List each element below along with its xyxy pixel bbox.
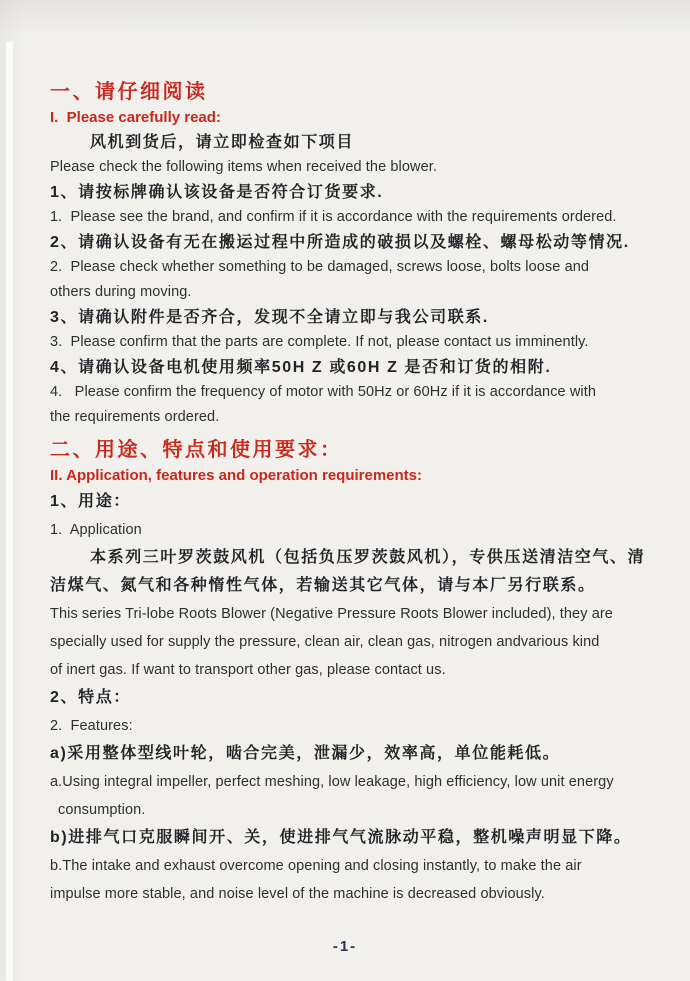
doc-line-en: 4. Please confirm the frequency of motor with 50Hz or 60Hz if it is accordance with — [50, 384, 597, 400]
doc-line-en: This series Tri-lobe Roots Blower (Negative Pressure Roots Blower included), they are — [50, 606, 613, 622]
doc-line-zh: 2、特点： — [50, 689, 131, 706]
doc-line-en: Please check the following items when received the blower. — [50, 159, 438, 175]
section2-heading-zh: 二、用途、特点和使用要求： — [50, 439, 343, 461]
section1-heading-zh: 一、请仔细阅读 — [50, 81, 208, 103]
doc-line-en: consumption. — [58, 802, 146, 818]
doc-line-zh: b)进排气口克服瞬间开、关，使进排气气流脉动平稳，整机噪声明显下降。 — [50, 829, 632, 846]
doc-line-zh: a)采用整体型线叶轮，啮合完美，泄漏少，效率高，单位能耗低。 — [50, 745, 561, 762]
doc-line-zh: 3、请确认附件是否齐合，发现不全请立即与我公司联系. — [50, 309, 489, 326]
doc-line-en: 1. Please see the brand, and confirm if it is accordance with the requirements ordered. — [50, 209, 617, 225]
doc-line-en: impulse more stable, and noise level of the machine is decreased obviously. — [50, 886, 545, 902]
doc-line-zh: 4、请确认设备电机使用频率50H Z 或60H Z 是否和订货的相附. — [50, 359, 552, 376]
doc-line-en: of inert gas. If want to transport other gas, please contact us. — [50, 662, 446, 678]
doc-line-zh: 1、请按标牌确认该设备是否符合订货要求. — [50, 184, 384, 201]
section2-heading-en: II. Application, features and operation requirements: — [50, 467, 423, 484]
doc-line-zh: 风机到货后，请立即检查如下项目 — [90, 134, 355, 151]
doc-line-en: others during moving. — [50, 284, 192, 300]
doc-line-en: 1. Application — [50, 522, 142, 538]
page-number: -1- — [332, 938, 358, 955]
section-2 — [50, 436, 646, 908]
doc-line-en: specially used for supply the pressure, clean air, clean gas, nitrogen andvarious kind — [50, 634, 600, 650]
doc-line-zh: 本系列三叶罗茨鼓风机（包括负压罗茨鼓风机），专供压送清洁空气、清 — [90, 549, 646, 566]
section1-heading-en: I. Please carefully read: — [50, 109, 221, 126]
doc-line-en: a.Using integral impeller, perfect meshing, low leakage, high efficiency, low unit energy — [50, 774, 614, 790]
doc-line-zh: 1、用途： — [50, 493, 131, 510]
doc-line-en: 2. Features: — [50, 718, 133, 734]
doc-line-en: b.The intake and exhaust overcome opening and closing instantly, to make the air — [50, 858, 582, 874]
doc-line-zh: 洁煤气、氮气和各种惰性气体，若输送其它气体，请与本厂另行联系。 — [50, 577, 596, 594]
section-1 — [50, 78, 646, 430]
doc-line-en: 3. Please confirm that the parts are complete. If not, please contact us imminently. — [50, 334, 589, 350]
doc-line-zh: 2、请确认设备有无在搬运过程中所造成的破损以及螺栓、螺母松动等情况. — [50, 234, 630, 251]
doc-line-en: the requirements ordered. — [50, 409, 220, 425]
doc-line-en: 2. Please check whether something to be damaged, screws loose, bolts loose and — [50, 259, 590, 275]
